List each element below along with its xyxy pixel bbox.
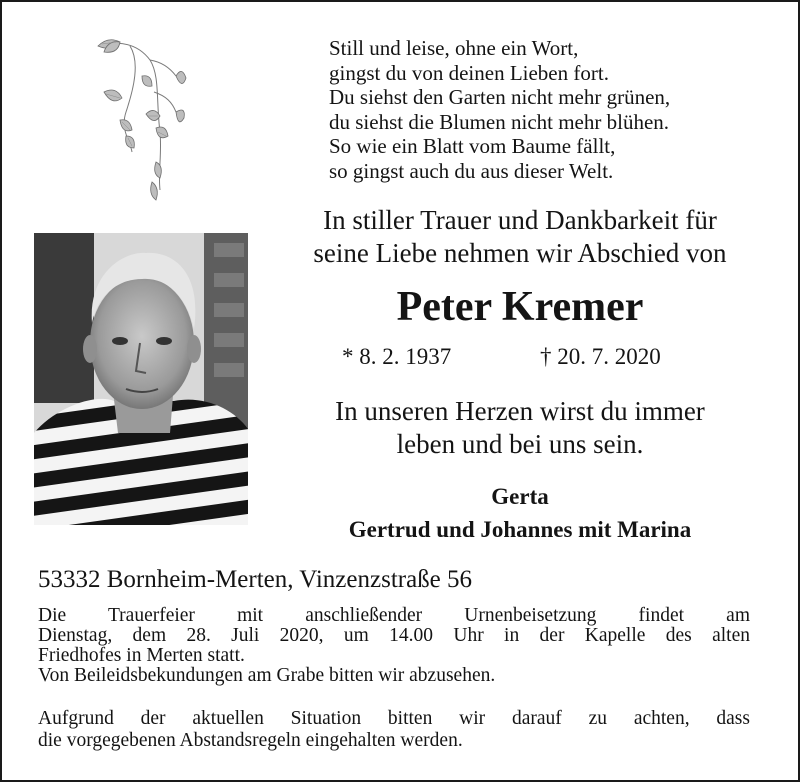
poem <box>329 36 789 183</box>
poem-line: Still und leise, ohne ein Wort, <box>329 36 579 60</box>
family-line: Gertrud und Johannes mit Marina <box>348 517 692 542</box>
remembrance-line: In unseren Herzen wirst du immer <box>335 396 705 426</box>
intro-line: In stiller Trauer und Dankbarkeit für <box>323 205 717 235</box>
remembrance-text <box>260 395 780 461</box>
deceased-name: Peter Kremer <box>396 284 644 330</box>
service-details <box>38 606 750 686</box>
intro-line: seine Liebe nehmen wir Abschied von <box>313 238 727 268</box>
service-line: Friedhofes in Merten statt. <box>38 645 245 666</box>
notice-line: Aufgrund der aktuellen Situation bitten wir darauf zu achten, dass <box>38 708 750 729</box>
portrait-photo <box>34 233 248 525</box>
death-date: † 20. 7. 2020 <box>540 344 661 369</box>
service-line: Die Trauerfeier mit anschließender Urnenbeisetzung findet am <box>38 605 750 626</box>
service-line: Dienstag, dem 28. Juli 2020, um 14.00 Uhr in der Kapelle des alten <box>38 625 750 646</box>
poem-line: du siehst die Blumen nicht mehr blühen. <box>329 109 670 134</box>
distance-notice <box>38 708 750 752</box>
service-line: Von Beileidsbekundungen am Grabe bitten wir abzusehen. <box>38 665 496 686</box>
poem-line: gingst du von deinen Lieben fort. <box>329 60 609 85</box>
family-names <box>260 480 780 546</box>
poem-line: Du siehst den Garten nicht mehr grünen, <box>329 85 671 109</box>
poem-line: So wie ein Blatt vom Baume fällt, <box>329 134 616 158</box>
remembrance-line: leben und bei uns sein. <box>396 429 644 459</box>
birth-date: * 8. 2. 1937 <box>342 344 452 369</box>
birch-leaves-icon <box>90 32 200 202</box>
family-line: Gerta <box>491 484 549 509</box>
notice-line: die vorgegebenen Abstandsregeln eingehalten werden. <box>38 730 463 751</box>
poem-line: so gingst auch du aus dieser Welt. <box>329 158 614 183</box>
address: 53332 Bornheim-Merten, Vinzenzstraße 56 <box>38 566 473 593</box>
intro-text <box>260 204 780 270</box>
